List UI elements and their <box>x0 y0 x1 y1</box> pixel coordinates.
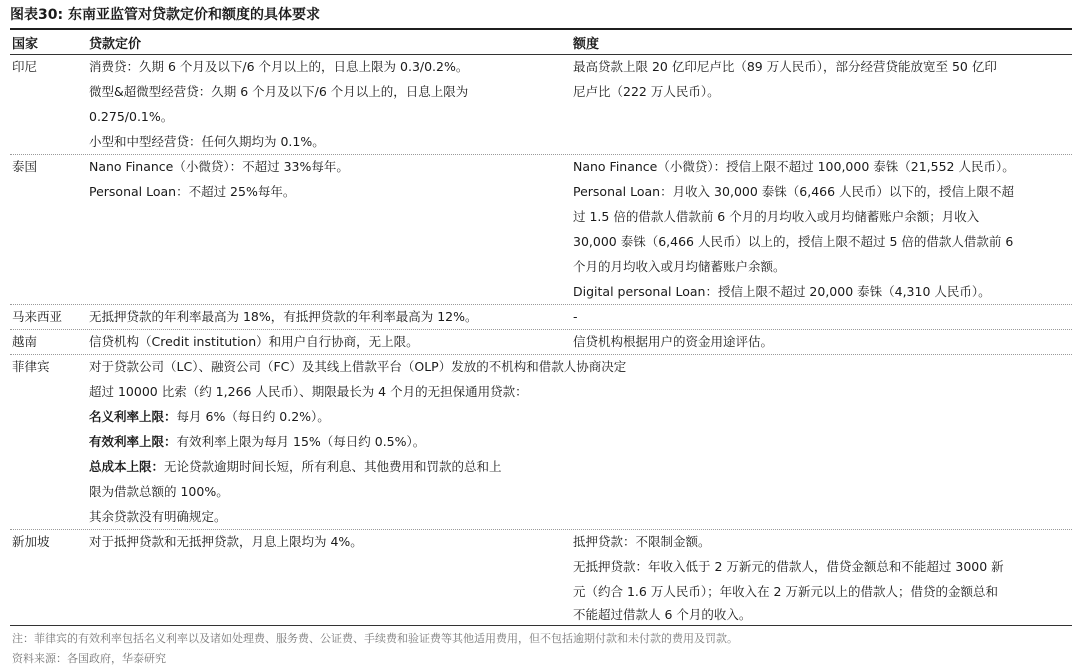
pricing-line: Personal Loan：不超过 25%每年。 <box>89 184 296 199</box>
header-country: 国家 <box>12 37 39 52</box>
effective-rate-cap-label: 有效利率上限： <box>89 434 177 449</box>
pricing-line: 其余贷款没有明确规定。 <box>89 509 227 524</box>
limit-line: Digital personal Loan：授信上限不超过 20,000 泰铢（4,310 人民币）。 <box>573 284 991 299</box>
country-indonesia: 印尼 <box>12 59 38 74</box>
pricing-line: 消费贷：久期 6 个月及以下/6 个月以上的，日息上限为 0.3/0.2%。 <box>89 59 469 74</box>
pricing-line: 限为借款总额的 100%。 <box>89 484 229 499</box>
pricing-line: 超过 10000 比索（约 1,266 人民币）、期限最长为 4 个月的无担保通用贷款： <box>89 384 528 399</box>
source-note: 资料来源：各国政府，华泰研究 <box>12 652 166 665</box>
limit-line: 信贷机构根据用户的资金用途评估。 <box>573 334 774 349</box>
limit-line: 个月的月均收入或月均储蓄账户余额。 <box>573 259 786 274</box>
country-singapore: 新加坡 <box>12 534 50 549</box>
pricing-line: 微型&超微型经营贷：久期 6 个月及以下/6 个月以上的，日息上限为 <box>89 84 469 99</box>
figure-title: 图表30: 东南亚监管对贷款定价和额度的具体要求 <box>10 7 320 23</box>
limit-line: 尼卢比（222 万人民币）。 <box>573 84 720 99</box>
limit-line: 过 1.5 倍的借款人借款前 6 个月的月均收入或月均储蓄账户余额；月收入 <box>573 209 980 224</box>
effective-rate-cap-text: 有效利率上限为每月 15%（每日约 0.5%）。 <box>176 434 426 449</box>
pricing-line: 对于贷款公司（LC）、融资公司（FC）及其线上借款平台（OLP）发放的不机构和借款人协商决定 <box>89 359 627 374</box>
limit-line: Nano Finance（小微贷）：授信上限不超过 100,000 泰铢（21,552 人民币）。 <box>573 159 1015 174</box>
nominal-rate-cap-text: 每月 6%（每日约 0.2%）。 <box>176 409 330 424</box>
header-limit: 额度 <box>573 37 600 52</box>
pricing-line: 信贷机构（Credit institution）和用户自行协商，无上限。 <box>89 334 419 349</box>
header-pricing: 贷款定价 <box>89 37 142 52</box>
total-cost-cap-label: 总成本上限： <box>89 459 165 474</box>
total-cost-cap-text: 无论贷款逾期时间长短，所有利息、其他费用和罚款的总和上 <box>164 459 502 474</box>
pricing-line: 无抵押贷款的年利率最高为 18%，有抵押贷款的年利率最高为 12%。 <box>89 309 478 324</box>
country-philippines: 菲律宾 <box>12 359 50 374</box>
limit-line: 最高贷款上限 20 亿印尼卢比（89 万人民币），部分经营贷能放宽至 50 亿印 <box>573 59 997 74</box>
pricing-line: 小型和中型经营贷：任何久期均为 0.1%。 <box>89 134 325 149</box>
limit-line: 元（约合 1.6 万人民币）；年收入在 2 万新元以上的借款人；借贷的金额总和 <box>573 584 998 599</box>
pricing-line <box>89 404 330 429</box>
pricing-line: 0.275/0.1%。 <box>89 109 174 124</box>
limit-line: - <box>573 309 578 324</box>
pricing-line: 对于抵押贷款和无抵押贷款，月息上限均为 4%。 <box>89 534 363 549</box>
country-malaysia: 马来西亚 <box>12 309 63 324</box>
pricing-line <box>89 429 425 454</box>
table-bottom-rule <box>10 625 1072 626</box>
limit-line: Personal Loan：月收入 30,000 泰铢（6,466 人民币）以下的，授信上限不超 <box>573 184 1015 199</box>
limit-line: 无抵押贷款：年收入低于 2 万新元的借款人，借贷金额总和不能超过 3000 新 <box>573 559 1004 574</box>
footnote: 注：菲律宾的有效利率包括名义利率以及诸如处理费、服务费、公证费、手续费和验证费等其他适用费用，但不包括逾期付款和未付款的费用及罚款。 <box>12 632 738 645</box>
limit-line: 抵押贷款：不限制金额。 <box>573 534 711 549</box>
pricing-line <box>89 454 502 479</box>
limit-line: 不能超过借款人 6 个月的收入。 <box>573 607 752 622</box>
figure-title-bar <box>10 4 1072 30</box>
country-thailand: 泰国 <box>12 159 38 174</box>
nominal-rate-cap-label: 名义利率上限： <box>89 409 177 424</box>
pricing-line: Nano Finance（小微贷）：不超过 33%每年。 <box>89 159 349 174</box>
limit-line: 30,000 泰铢（6,466 人民币）以上的，授信上限不超过 5 倍的借款人借款前 6 <box>573 234 1014 249</box>
country-vietnam: 越南 <box>12 334 38 349</box>
